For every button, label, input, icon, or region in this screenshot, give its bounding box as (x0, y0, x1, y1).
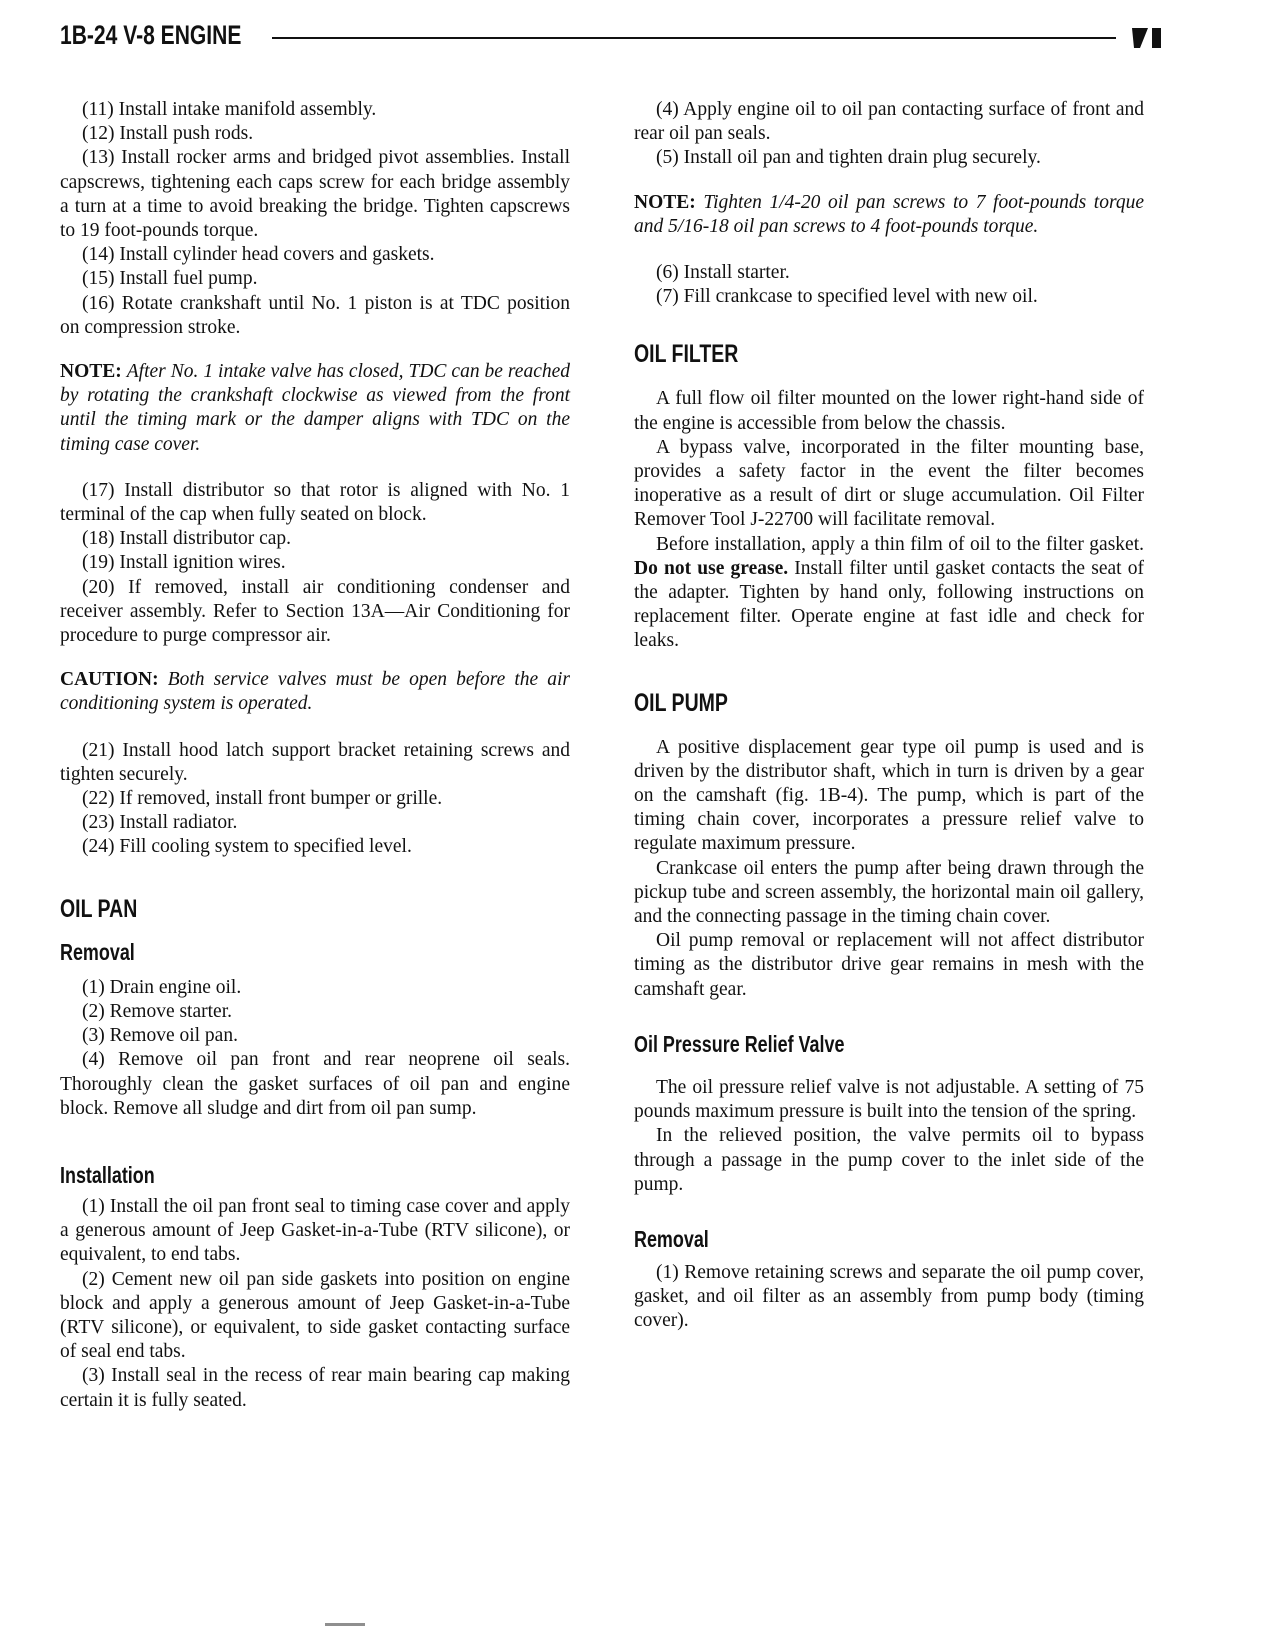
step-item: (21) Install hood latch support bracket retaining screws and tighten securely. (60, 739, 570, 785)
paragraph-text: Before installation, apply a thin film of oil to the filter gasket. (656, 533, 1144, 555)
caution-label: CAUTION: (60, 669, 159, 691)
section-heading-oil-filter: OIL FILTER (634, 340, 739, 369)
caution-block (60, 668, 570, 716)
page-header (60, 20, 1170, 56)
page-title: 1B-24 V-8 ENGINE (60, 20, 242, 50)
paragraph: Crankcase oil enters the pump after being drawn through the pickup tube and screen assembly, the horizontal main oil gallery, and the connecting passage in the timing chain cover. (634, 857, 1144, 928)
step-item: (4) Remove oil pan front and rear neoprene oil seals. Thoroughly clean the gasket surfaces of oil pan and engine block. Remove all sludge and dirt from oil pan sump. (60, 1049, 570, 1119)
jeep-logo-icon (1130, 24, 1170, 50)
header-rule (272, 37, 1116, 39)
step-item: (14) Install cylinder head covers and gaskets. (82, 244, 435, 266)
step-item: (12) Install push rods. (82, 123, 254, 145)
step-item: (5) Install oil pan and tighten drain plug securely. (656, 147, 1041, 169)
subheading-removal: Removal (60, 938, 135, 965)
step-item: (2) Remove starter. (82, 1000, 232, 1022)
caution-text: Both service valves must be open before the air conditioning system is operated. (60, 669, 570, 715)
paragraph: A full flow oil filter mounted on the lower right-hand side of the engine is accessible from below the chassis. (634, 388, 1144, 434)
step-item: (20) If removed, install air conditioning condenser and receiver assembly. Refer to Section 13A—Air Conditioning for procedure to purge compressor air. (60, 576, 570, 647)
step-item: (3) Remove oil pan. (82, 1025, 238, 1047)
step-item: (2) Cement new oil pan side gaskets into position on engine block and apply a generous amount of Jeep Gasket-in-a-Tube (RTV silicone), or equivalent, to side gasket contacting surface of seal end tabs. (60, 1268, 570, 1363)
step-item: (13) Install rocker arms and bridged pivot assemblies. Install capscrews, tightening each caps screw for each bridge assembly a turn at a time to avoid breaking the bridge. Tighten capscrews to 19 foot-pounds torque. (60, 147, 570, 242)
paragraph (634, 533, 1144, 654)
step-item: (4) Apply engine oil to oil pan contacting surface of front and rear oil pan seals. (634, 99, 1144, 145)
right-column (634, 98, 1144, 1334)
section-heading-oil-pan: OIL PAN (60, 894, 138, 923)
step-item: (11) Install intake manifold assembly. (82, 99, 377, 120)
note-label: NOTE: (634, 191, 696, 213)
subheading-relief-valve: Oil Pressure Relief Valve (634, 1030, 845, 1057)
step-item: (1) Install the oil pan front seal to timing case cover and apply a generous amount of Jeep Gasket-in-a-Tube (RTV silicone), or equivalent, to end tabs. (60, 1195, 570, 1266)
footer-mark (325, 1623, 365, 1626)
step-item: (6) Install starter. (656, 262, 790, 284)
paragraph: A bypass valve, incorporated in the filter mounting base, provides a safety factor in the event the filter becomes inoperative as a result of dirt or sluge accumulation. Oil Filter Remover Tool J-22700 will facilitate removal. (634, 436, 1144, 531)
step-item: (3) Install seal in the recess of rear main bearing cap making certain it is fully seated. (60, 1365, 570, 1411)
step-item: (24) Fill cooling system to specified level. (82, 836, 412, 858)
note-label: NOTE: (60, 361, 122, 383)
subheading-removal: Removal (634, 1225, 709, 1252)
paragraph: Oil pump removal or replacement will not affect distributor timing as the distributor drive gear remains in mesh with the camshaft gear. (634, 930, 1144, 1000)
paragraph: A positive displacement gear type oil pump is used and is driven by the distributor shaft, which in turn is driven by a gear on the camshaft (fig. 1B-4). The pump, which is part of the timing chain cover, incorporates a pressure relief valve to regulate maximum pressure. (634, 736, 1144, 855)
step-item: (23) Install radiator. (82, 812, 238, 834)
warning-emphasis: Do not use grease. (634, 557, 789, 579)
step-item: (1) Drain engine oil. (82, 976, 242, 998)
step-item: (22) If removed, install front bumper or grille. (82, 788, 443, 810)
note-block (60, 360, 570, 457)
paragraph: In the relieved position, the valve permits oil to bypass through a passage in the pump cover to the inlet side of the pump. (634, 1125, 1144, 1195)
step-item: (17) Install distributor so that rotor is aligned with No. 1 terminal of the cap when fully seated on block. (60, 479, 570, 526)
note-block (634, 191, 1144, 239)
section-heading-oil-pump: OIL PUMP (634, 688, 728, 717)
subheading-installation: Installation (60, 1161, 155, 1188)
step-item: (15) Install fuel pump. (82, 268, 258, 290)
step-item: (18) Install distributor cap. (82, 528, 292, 550)
paragraph: The oil pressure relief valve is not adjustable. A setting of 75 pounds maximum pressure is built into the tension of the spring. (634, 1076, 1144, 1123)
note-text: After No. 1 intake valve has closed, TDC can be reached by rotating the crankshaft clockwise as viewed from the front until the timing mark or the damper aligns with TDC on the timing case cover. (60, 361, 570, 455)
step-item: (7) Fill crankcase to specified level with new oil. (656, 286, 1038, 308)
step-item: (19) Install ignition wires. (82, 552, 286, 574)
note-text: Tighten 1/4-20 oil pan screws to 7 foot-pounds torque and 5/16-18 oil pan screws to 4 foot-pounds torque. (634, 191, 1144, 237)
paragraph-text: Install filter until gasket contacts the seat of the adapter. Tighten by hand only, following instructions on replacement filter. Operate engine at fast idle and check for leaks. (634, 557, 1145, 652)
left-column (60, 98, 570, 1413)
paragraph: (1) Remove retaining screws and separate the oil pump cover, gasket, and oil filter as an assembly from pump body (timing cover). (634, 1261, 1144, 1332)
step-item: (16) Rotate crankshaft until No. 1 piston is at TDC position on compression stroke. (60, 292, 570, 338)
